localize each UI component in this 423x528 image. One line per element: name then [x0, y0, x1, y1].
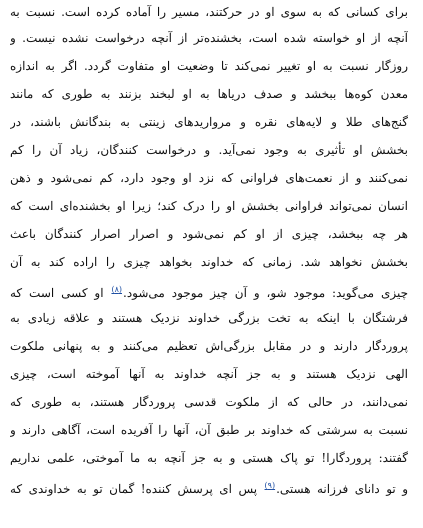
text-segment: او کسی است که	[10, 286, 111, 300]
footnote-link-8[interactable]: (۸)	[111, 285, 122, 294]
text-line: بخشش او تأثیری به وجود نمی‌آید. و درخواست کنندگان، زیاد آن را کم	[10, 143, 408, 157]
text-line: برای کسانی که به سوی او در حرکتند، مسیر را آماده کرده است. نسبت به	[10, 5, 408, 19]
text-segment: پس ای پرسش کننده! گمان تو به خداوندی که	[10, 482, 264, 496]
text-line: انسان نمی‌تواند فراوانی بخشش او را درک کند؛ زیرا او بخشنده‌ای است که	[10, 199, 408, 213]
footnote-link-9[interactable]: (۹)	[264, 481, 276, 490]
text-line: روزگار نسبت به او تغییر نمی‌کند تا وضعیت او متفاوت گردد. اگر به اندازه	[10, 59, 408, 73]
text-segment: چیزی می‌گوید: موجود شو، و آن چیز موجود می‌شود.	[123, 286, 408, 300]
text-line: نسبت به سرشتی که خداوند بر طبق آن، آنها را آفریده است، آگاهی دارند و	[10, 423, 408, 437]
text-line: نمی‌کنند و از نعمت‌های فراوانی که نزد او وجود دارد، کم نمی‌شود و ذهن	[10, 171, 408, 185]
body-text	[10, 0, 408, 500]
text-line: فرشتگان با اینکه به تخت بزرگی خداوند نزدیک هستند و علاقه زیادی به	[10, 311, 408, 325]
text-line-with-footnote	[10, 276, 408, 304]
text-line: معدن کوه‌ها ببخشد و صدف دریاها به او لبخند بزنند به طوری که مانند	[10, 87, 408, 101]
text-line: آنچه از او خواسته شده است، بخشنده‌تر از آنچه درخواست نشده نیست. و	[10, 31, 408, 45]
text-line: گفتند: پروردگارا! تو پاک هستی و به جز آنچه به ما آموختی، علمی نداریم	[10, 451, 408, 465]
text-line: پروردگار دارند و در مقابل بزرگی‌اش تعظیم می‌کنند و به پنهانی ملکوت	[10, 339, 408, 353]
text-line: بخشش نخواهد شد. زمانی که خداوند بخواهد چیزی را اراده کند به آن	[10, 255, 408, 269]
text-segment: و تو دانای فرزانه هستی.	[276, 482, 408, 496]
text-line: الهی نزدیک هستند و به جز آنچه خداوند به آنها آموخته است، چیزی	[10, 367, 408, 381]
text-line: هر چه ببخشد، چیزی از او کم نمی‌شود و اصرار اصرار کنندگان باعث	[10, 227, 408, 241]
text-line-with-footnote	[10, 472, 408, 500]
text-line: گنج‌های طلا و لایه‌های نقره و مرواریدهای زینتی به بندگانش باشند، در	[10, 115, 408, 129]
text-line: نمی‌دانند، در حالی که از ملکوت قدسی پروردگار هستند، به طوری که	[10, 395, 408, 409]
